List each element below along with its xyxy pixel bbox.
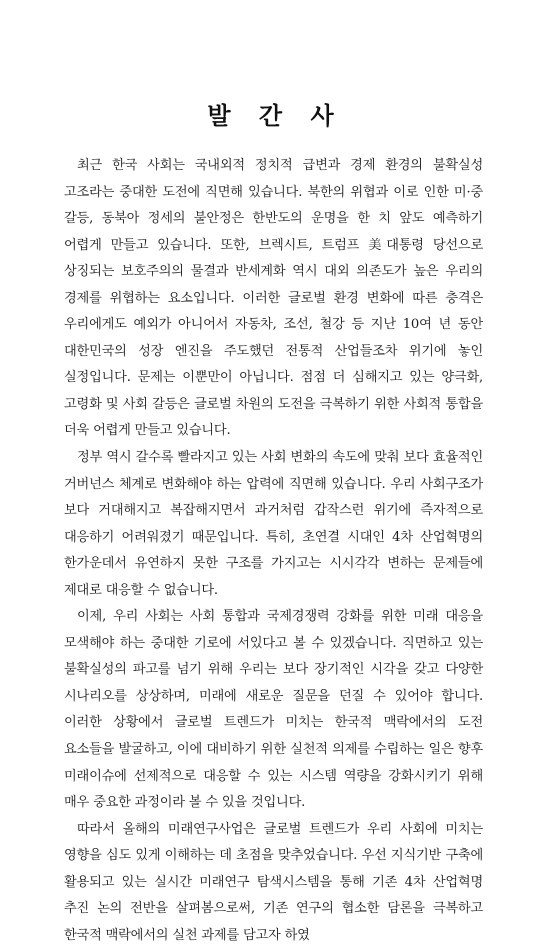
- paragraph-1: 최근 한국 사회는 국내외적 정치적 급변과 경제 환경의 불확실성 고조라는 중대한 도전에 직면해 있습니다. 북한의 위협과 이로 인한 미·중 갈등, 동북아 정세의 불안정은 한반도의 운명을 한 치 앞도 예측하기 어렵게 만들고 있습니다. 또한, 브렉시트, 트럼프 美대통령 당선으로 상징되는 보호주의의 물결과 반세계화 역시 대외 의존도가 높은 우리의 경제를 위협하는 요소입니다. 이러한 글로벌 환경 변화에 따른 충격은 우리에게도 예외가 아니어서 자동차, 조선, 철강 등 지난 10여 년 동안 대한민국의 성장 엔진을 주도했던 전통적 산업들조차 위기에 놓인 실정입니다. 문제는 이뿐만이 아닙니다. 점점 더 심해지고 있는 양극화, 고령화 및 사회 갈등은 글로벌 차원의 도전을 극복하기 위한 사회적 통합을 더욱 어렵게 만들고 있습니다.: [64, 158, 483, 439]
- document-body: [64, 153, 483, 949]
- paragraph-4: 따라서 올해의 미래연구사업은 글로벌 트렌드가 우리 사회에 미치는 영향을 심도 있게 이해하는 데 초점을 맞추었습니다. 우선 지식기반 구축에 활용되고 있는 실시간 미래연구 탐색시스템을 통해 기존 4차 산업혁명 추진 논의 전반을 살펴봄으로써, 기존 연구의 협소한 담론을 극복하고 한국적 맥락에서의 실천 과제를 담고자 하였: [64, 821, 483, 943]
- paragraph-2: 정부 역시 갈수록 빨라지고 있는 사회 변화의 속도에 맞춰 보다 효율적인 거버넌스 체계로 변화해야 하는 압력에 직면해 있습니다. 우리 사회구조가 보다 거대해지고 복잡해지면서 과거처럼 갑작스런 위기에 즉자적으로 대응하기 어려워졌기 때문입니다. 특히, 초연결 시대인 4차 산업혁명의 한가운데서 유연하지 못한 구조를 가지고는 시시각각 변하는 문제들에 제대로 대응할 수 없습니다.: [64, 450, 483, 598]
- paragraph-3: 이제, 우리 사회는 사회 통합과 국제경쟁력 강화를 위한 미래 대응을 모색해야 하는 중대한 기로에 서있다고 볼 수 있겠습니다. 직면하고 있는 불확실성의 파고를 넘기 위해 우리는 보다 장기적인 시각을 갖고 다양한 시나리오를 상상하며, 미래에 새로운 질문을 던질 수 있어야 합니다. 이러한 상황에서 글로벌 트렌드가 미치는 한국적 맥락에서의 도전 요소들을 발굴하고, 이에 대비하기 위한 실천적 의제를 수립하는 일은 향후 미래이슈에 선제적으로 대응할 수 있는 시스템 역량을 강화시키기 위해 매우 중요한 과정이라 볼 수 있을 것입니다.: [64, 609, 483, 811]
- page-title: 발 간 사: [207, 102, 344, 130]
